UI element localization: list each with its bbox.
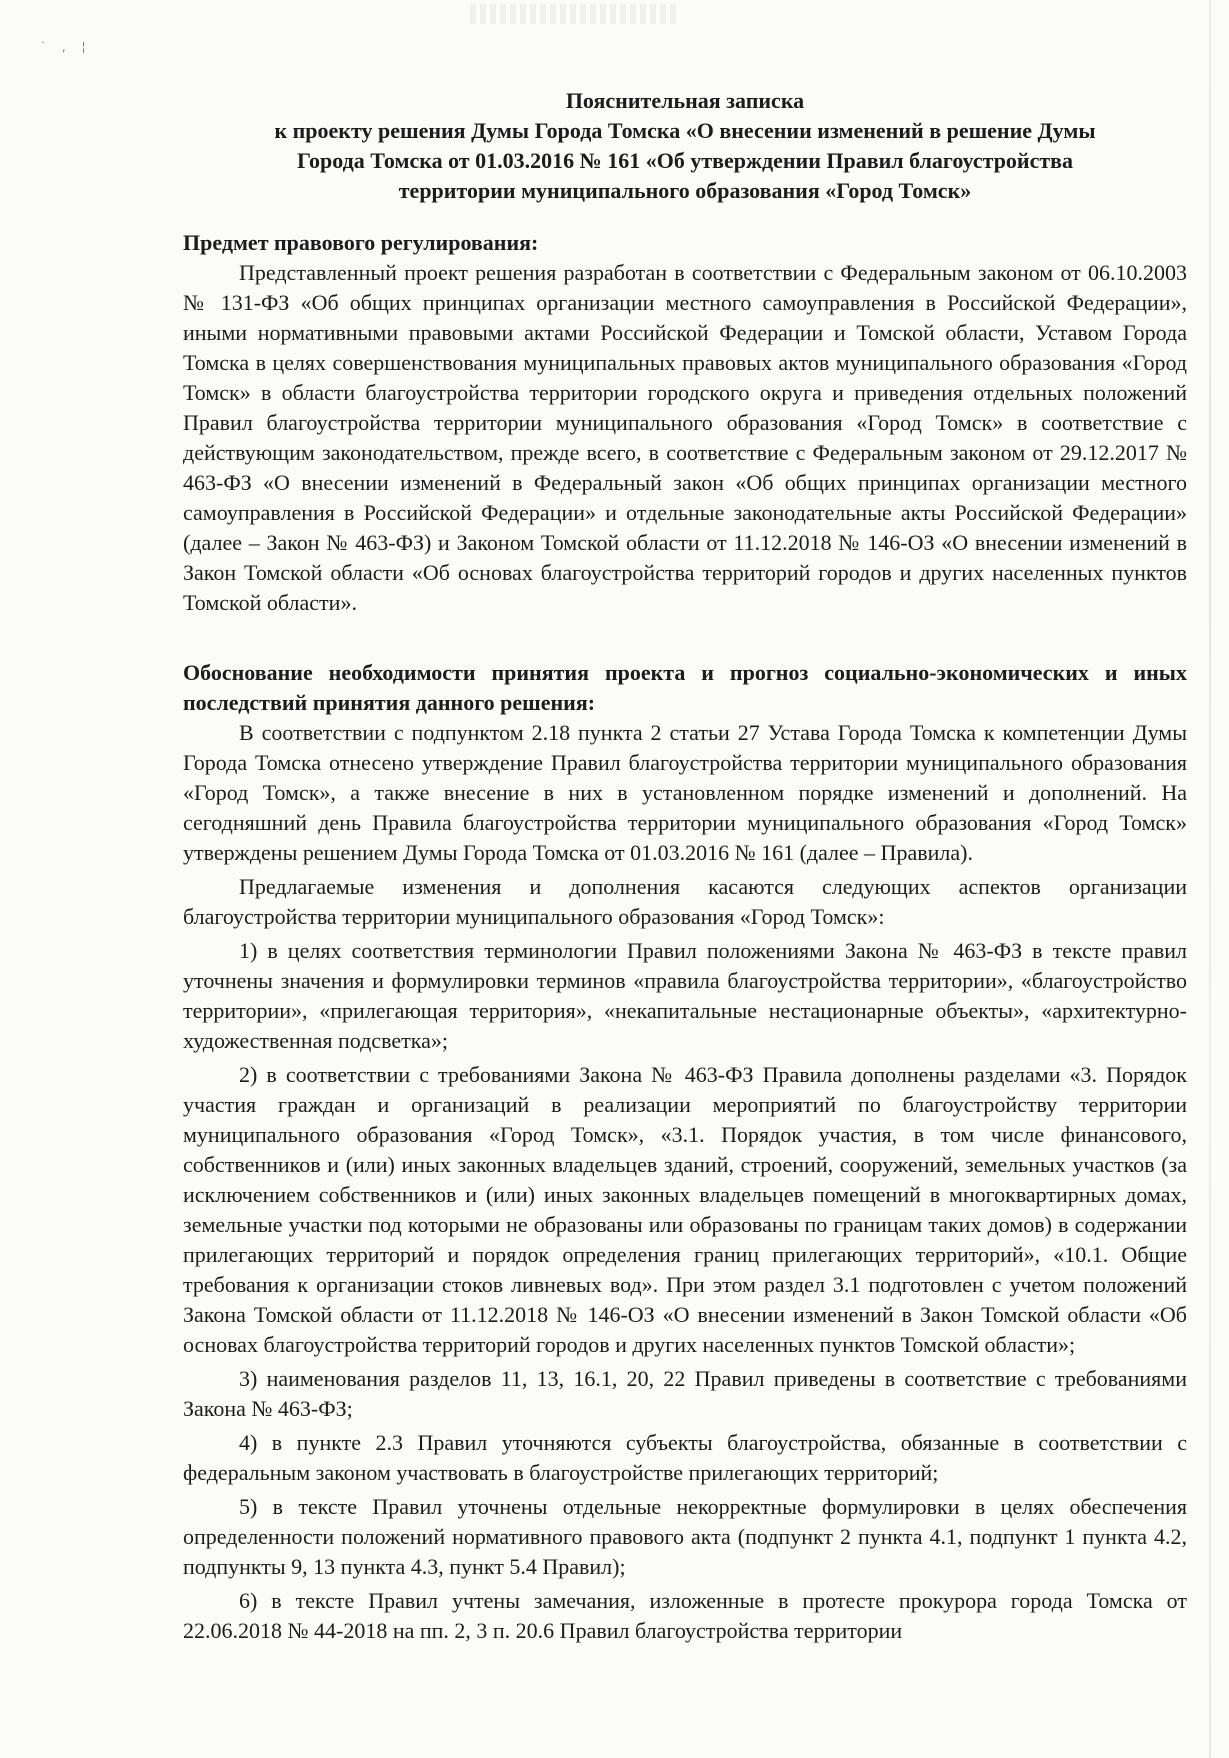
section-paragraph: В соответствии с подпунктом 2.18 пункта 2 статьи 27 Устава Города Томска к компетенции Думы Города Томска отнесено утверждение Правил благоустройства территории муниципального образования «Город Томск», а также внесение в них в установленном порядке изменений и дополнений. На сегодняшний день Правила благоустройства территории муниципального образования «Город Томск» утверждены решением Думы Города Томска от 01.03.2016 № 161 (далее – Правила). bbox=[183, 720, 1187, 865]
list-item: 1) в целях соответствия терминологии Правил положениями Закона № 463-ФЗ в тексте правил уточнены значения и формулировки терминов «правила благоустройства территории», «благоустройство территории», «прилегающая территория», «некапитальные нестационарные объекты», «архитектурно-художественная подсветка»; bbox=[183, 938, 1187, 1053]
scan-artifact-header bbox=[470, 4, 680, 24]
spacer bbox=[183, 618, 1187, 658]
scan-marks: ˙ , ¦ bbox=[40, 40, 92, 54]
spacer bbox=[183, 206, 1187, 228]
title-line: Пояснительная записка bbox=[565, 88, 805, 113]
list-item: 5) в тексте Правил уточнены отдельные некорректные формулировки в целях обеспечения определенности положений нормативного правового акта (подпункт 2 пункта 4.1, подпункт 1 пункта 4.2, подпункты 9, 13 пункта 4.3, пункт 5.4 Правил); bbox=[183, 1494, 1187, 1579]
list-item: 6) в тексте Правил учтены замечания, изложенные в протесте прокурора города Томска от 22.06.2018 № 44-2018 на пп. 2, 3 п. 20.6 Правил благоустройства территории bbox=[183, 1588, 1187, 1643]
title-line: Города Томска от 01.03.2016 № 161 «Об утверждении Правил благоустройства bbox=[296, 148, 1074, 173]
scan-edge-line bbox=[1209, 0, 1211, 1758]
document-title bbox=[183, 86, 1187, 206]
title-line: к проекту решения Думы Города Томска «О внесении изменений в решение Думы bbox=[274, 118, 1096, 143]
section-heading-subject: Предмет правового регулирования: bbox=[183, 230, 539, 255]
list-item: 3) наименования разделов 11, 13, 16.1, 20, 22 Правил приведены в соответствие с требованиями Закона № 463-ФЗ; bbox=[183, 1366, 1187, 1421]
list-item: 4) в пункте 2.3 Правил уточняются субъекты благоустройства, обязанные в соответствии с федеральным законом участвовать в благоустройстве прилегающих территорий; bbox=[183, 1430, 1187, 1485]
section-heading-justification: Обоснование необходимости принятия проекта и прогноз социально-экономических и иных последствий принятия данного решения: bbox=[183, 660, 1187, 715]
section-paragraph: Предлагаемые изменения и дополнения касаются следующих аспектов организации благоустройства территории муниципального образования «Город Томск»: bbox=[183, 874, 1187, 929]
title-line: территории муниципального образования «Город Томск» bbox=[398, 178, 972, 203]
document-content bbox=[183, 86, 1187, 1646]
list-item: 2) в соответствии с требованиями Закона № 463-ФЗ Правила дополнены разделами «3. Порядок участия граждан и организаций в реализации мероприятий по благоустройству территории муниципального образования «Город Томск», «3.1. Порядок участия, в том числе финансового, собственников и (или) иных законных владельцев зданий, строений, сооружений, земельных участков (за исключением собственников и (или) иных законных владельцев помещений в многоквартирных домах, земельные участки под которыми не образованы или образованы по границам таких домов) в содержании прилегающих территорий и порядок определения границ прилегающих территорий», «10.1. Общие требования к организации стоков ливневых вод». При этом раздел 3.1 подготовлен с учетом положений Закона Томской области от 11.12.2018 № 146-ОЗ «О внесении изменений в Закон Томской области «Об основах благоустройства территорий городов и других населенных пунктов Томской области»; bbox=[183, 1062, 1187, 1357]
section-paragraph: Представленный проект решения разработан в соответствии с Федеральным законом от 06.10.2003 № 131-ФЗ «Об общих принципах организации местного самоуправления в Российской Федерации», иными нормативными правовыми актами Российской Федерации и Томской области, Уставом Города Томска в целях совершенствования муниципальных правовых актов муниципального образования «Город Томск» в области благоустройства территории городского округа и приведения отдельных положений Правил благоустройства территории муниципального образования «Город Томск» в соответствие с действующим законодательством, прежде всего, в соответствие с Федеральным законом от 29.12.2017 № 463-ФЗ «О внесении изменений в Федеральный закон «Об общих принципах организации местного самоуправления в Российской Федерации» и отдельные законодательные акты Российской Федерации» (далее – Закон № 463-ФЗ) и Законом Томской области от 11.12.2018 № 146-ОЗ «О внесении изменений в Закон Томской области «Об основах благоустройства территорий городов и других населенных пунктов Томской области». bbox=[183, 260, 1187, 615]
